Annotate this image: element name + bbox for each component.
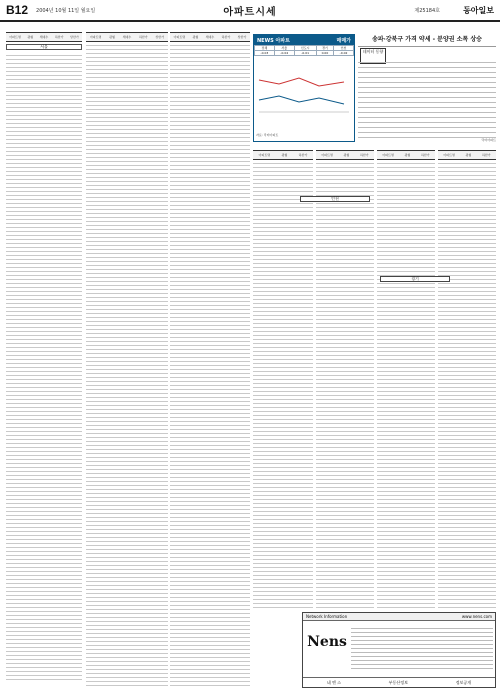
section-label-seoul: 서울 — [6, 44, 82, 50]
listing-column-5 — [316, 150, 374, 610]
table-header: 아파트명 평형 세대수 하한가 상한가 — [6, 32, 82, 42]
listing-rows — [253, 160, 313, 608]
listing-rows — [170, 42, 250, 686]
table-header: 아파트명 평형 하한가 — [316, 150, 374, 160]
listing-rows — [86, 42, 168, 686]
price-index-header: NEWS 아파트 매매가 — [254, 35, 354, 45]
issue-date: 2004년 10월 11일 월요일 — [36, 7, 96, 14]
ad-header: Network Information www.nens.com — [303, 613, 495, 621]
listing-column-2 — [86, 32, 168, 688]
section-label-gyeonggi: 경기 — [380, 276, 450, 282]
listing-column-7 — [438, 150, 496, 610]
article-headline: 송파·강북구 가격 약세 - 분양권 소폭 상승 — [358, 34, 496, 47]
listing-column-6 — [377, 150, 435, 610]
ad-footer: 네 엔 스 부동산정보 정보공개 — [303, 677, 495, 687]
table-header: 아파트명 평형 세대수 하한가 상한가 — [86, 32, 168, 42]
price-index-box — [253, 34, 355, 142]
nens-advertisement — [302, 612, 496, 688]
price-index-table: 전체 서울 신도시 경기 인천 -0.03 -0.04 -0.01 0.00 -0.02 — [254, 45, 354, 56]
page-header — [0, 0, 500, 22]
ad-body — [351, 625, 493, 669]
listing-rows — [6, 52, 82, 682]
trend-graphic — [254, 60, 354, 120]
listing-column-3 — [170, 32, 250, 688]
market-article — [358, 34, 496, 142]
table-header: 아파트명 평형 하한가 — [438, 150, 496, 160]
page-title: 아파트시세 — [223, 6, 277, 18]
article-body — [358, 58, 496, 138]
article-byline: 닥터아파트 — [481, 138, 496, 142]
table-header: 아파트명 평형 하한가 — [377, 150, 435, 160]
newspaper-logo: 동아일보 — [463, 4, 494, 15]
listing-rows — [438, 160, 496, 608]
column-logo: 데이터 동향 — [360, 48, 386, 64]
table-header: 아파트명 평형 세대수 하한가 상한가 — [170, 32, 250, 42]
listing-column-4 — [253, 150, 313, 610]
page-number: B12 — [6, 3, 29, 17]
nens-logo: Nens — [307, 634, 347, 650]
listing-rows — [377, 160, 435, 608]
table-header: 아파트명 평형 하한가 — [253, 150, 313, 160]
listing-column-1 — [6, 32, 82, 688]
issue-number: 제25184호 — [414, 7, 440, 14]
listing-rows — [316, 160, 374, 608]
chart-notes: 자료: 닥터아파트 — [256, 133, 279, 137]
section-label-incheon: 인천 — [300, 196, 370, 202]
